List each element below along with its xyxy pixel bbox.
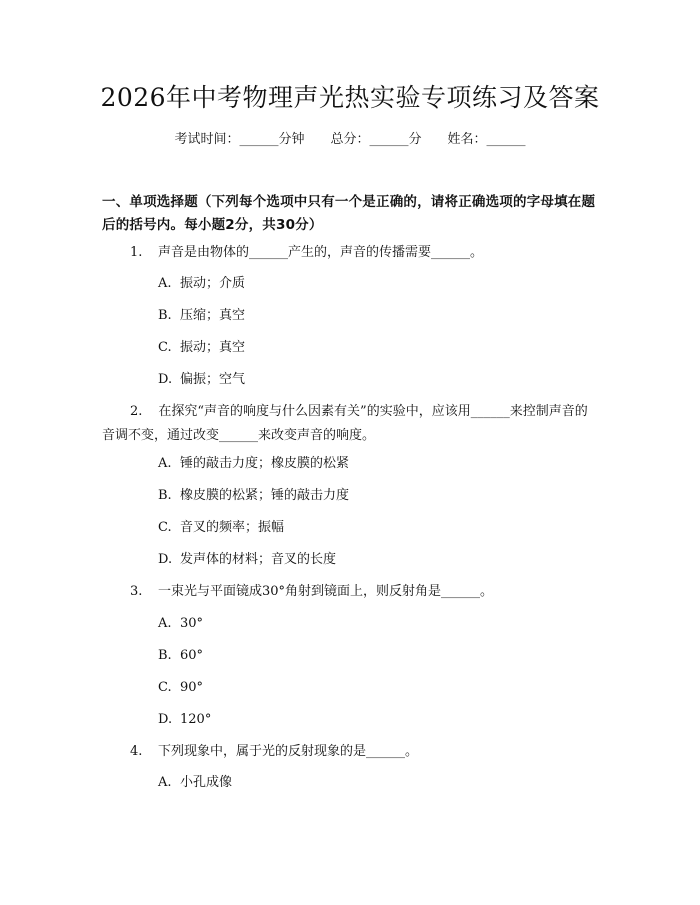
option-text: 橡皮膜的松紧；锤的敲击力度	[180, 488, 350, 503]
option-letter: B.	[158, 488, 172, 503]
total-score-field: 总分：______分	[330, 132, 422, 147]
question-text: 下列现象中，属于光的反射现象的是______。	[158, 744, 419, 759]
question-4	[102, 742, 598, 762]
option-text: 音叉的频率；振幅	[180, 520, 285, 535]
question-number: 1.	[130, 245, 143, 260]
question-4-option-a	[158, 773, 232, 793]
option-text: 30°	[180, 616, 204, 631]
question-text: 声音是由物体的______产生的，声音的传播需要______。	[158, 245, 484, 260]
option-letter: B.	[158, 308, 172, 323]
option-text: 120°	[180, 712, 212, 727]
option-letter: C.	[158, 520, 172, 535]
option-text: 振动；介质	[180, 276, 246, 291]
question-1-option-a	[158, 274, 245, 294]
exam-info-line	[0, 130, 700, 150]
question-number: 4.	[130, 744, 143, 759]
option-letter: A.	[158, 276, 172, 291]
question-1-option-b	[158, 306, 245, 326]
option-letter: A.	[158, 775, 172, 790]
option-letter: C.	[158, 680, 172, 695]
question-1-option-c	[158, 338, 245, 358]
question-text: 在探究“声音的响度与什么因素有关”的实验中，应该用______来控制声音的音调不变，通过改变______来改变声音的响度。	[102, 404, 588, 443]
option-text: 压缩；真空	[180, 308, 246, 323]
question-3-option-b	[158, 646, 203, 666]
option-letter: D.	[158, 372, 173, 387]
section-heading-single-choice: 一、单项选择题（下列每个选项中只有一个是正确的，请将正确选项的字母填在题后的括号内。每小题2分，共30分）	[102, 194, 596, 233]
option-letter: D.	[158, 712, 173, 727]
option-text: 60°	[180, 648, 204, 663]
option-text: 90°	[180, 680, 204, 695]
question-3-option-c	[158, 678, 203, 698]
question-3-option-a	[158, 614, 203, 634]
document-title: 2026年中考物理声光热实验专项练习及答案	[100, 83, 600, 112]
question-1	[102, 243, 598, 263]
option-text: 振动；真空	[180, 340, 246, 355]
question-3-option-d	[158, 710, 211, 730]
option-letter: A.	[158, 456, 172, 471]
option-letter: B.	[158, 648, 172, 663]
question-1-option-d	[158, 370, 245, 390]
option-text: 小孔成像	[180, 775, 233, 790]
option-letter: D.	[158, 552, 173, 567]
exam-time-field: 考试时间：______分钟	[174, 132, 305, 147]
option-letter: C.	[158, 340, 172, 355]
option-text: 锤的敲击力度；橡皮膜的松紧	[180, 456, 350, 471]
question-text: 一束光与平面镜成30°角射到镜面上，则反射角是______。	[158, 584, 494, 599]
question-2-option-a	[158, 454, 349, 474]
question-number: 3.	[130, 584, 143, 599]
question-number: 2.	[130, 404, 143, 419]
option-letter: A.	[158, 616, 172, 631]
name-field: 姓名：______	[447, 132, 526, 147]
question-2-option-c	[158, 518, 284, 538]
option-text: 发声体的材料；音叉的长度	[180, 552, 337, 567]
question-2-option-d	[158, 550, 336, 570]
question-3	[102, 582, 598, 602]
question-2-option-b	[158, 486, 349, 506]
option-text: 偏振；空气	[180, 372, 246, 387]
question-2	[102, 400, 598, 448]
